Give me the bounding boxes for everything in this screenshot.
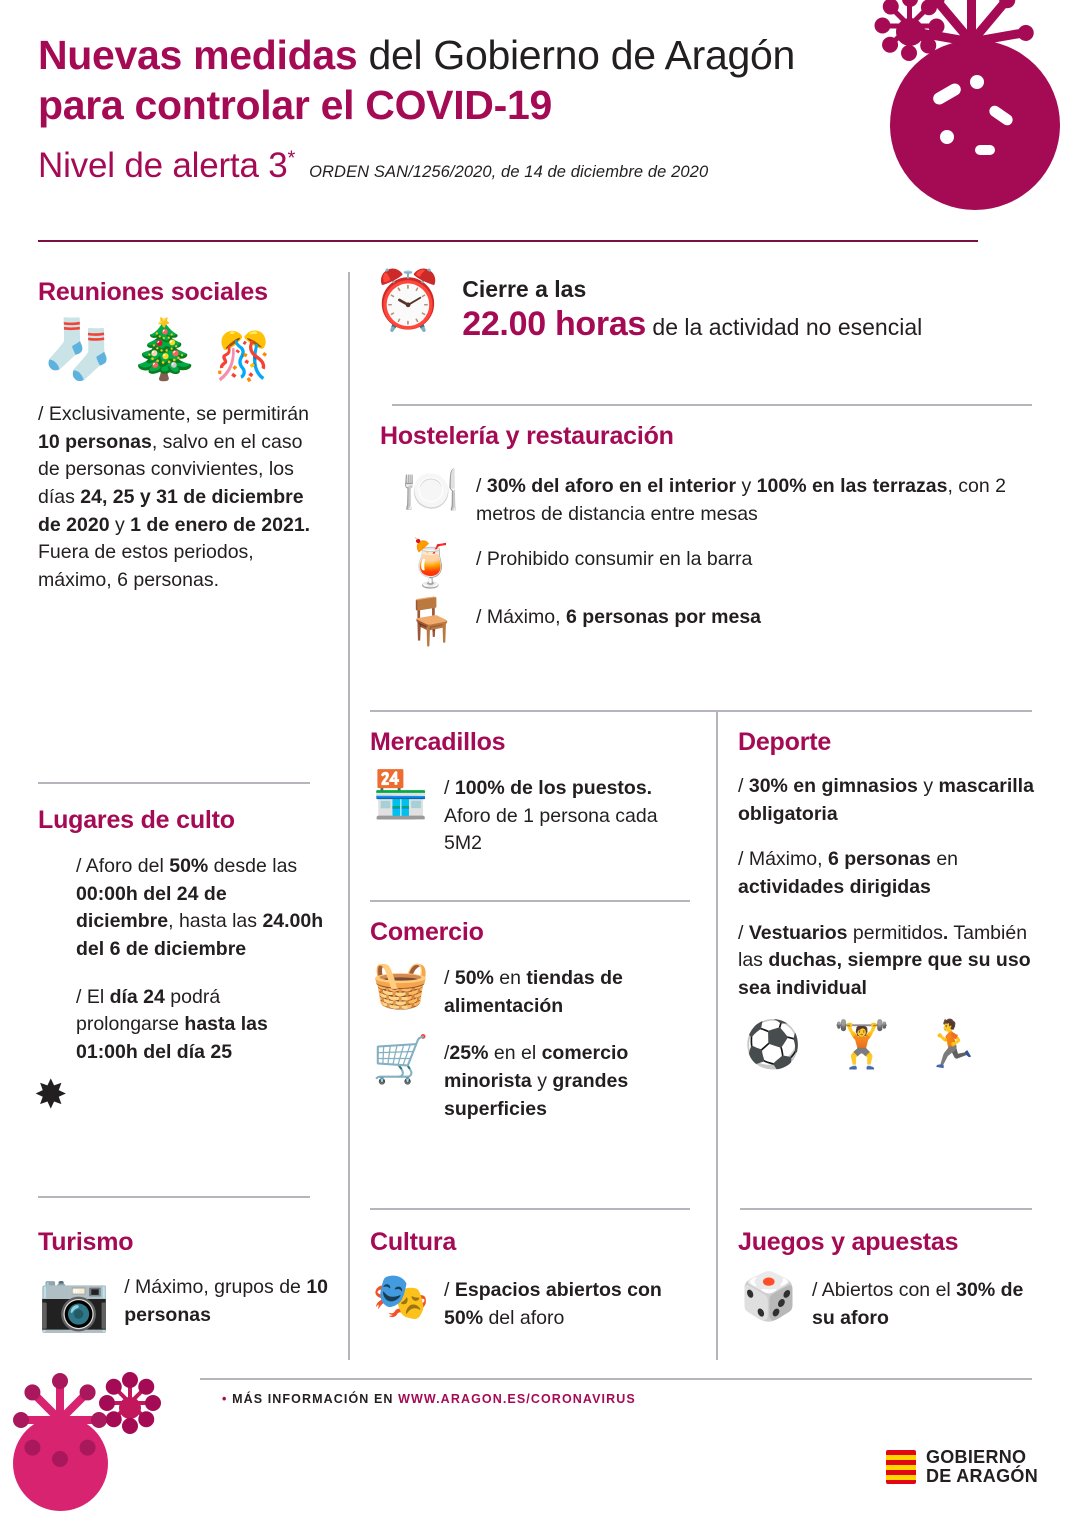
christmas-stocking-icon: 🧦: [42, 317, 115, 382]
cultura-title: Cultura: [370, 1228, 457, 1256]
hosteleria-row-1: [380, 464, 1040, 528]
market-stall-icon: 🏪: [372, 768, 430, 820]
divider-right-1: [740, 1208, 1032, 1210]
virus-illustration-bottom-left: [0, 1368, 155, 1528]
theater-masks-icon: 🎭: [372, 1270, 430, 1322]
divider-mid-2: [370, 710, 1032, 712]
page-title: [38, 30, 878, 130]
virus-illustration-small-bottom: [95, 1373, 165, 1443]
order-reference: ORDEN SAN/1256/2020, de 14 de diciembre de 2020: [309, 163, 709, 182]
mercadillos-text: / 100% de los puestos. Aforo de 1 persona cada 5M2: [444, 777, 658, 855]
turismo-text: / Máximo, grupos de 10 personas: [124, 1276, 329, 1326]
comercio-row-1: [370, 958, 700, 1020]
hosteleria-row-3: [380, 595, 1040, 648]
reuniones-icons: [42, 317, 320, 382]
juegos-text: / Abiertos con el 30% de su aforo: [812, 1279, 1024, 1329]
hosteleria-row-2: [380, 537, 1040, 590]
comercio-title: Comercio: [370, 918, 484, 946]
footer-label: MÁS INFORMACIÓN EN: [232, 1392, 399, 1406]
divider-left-1: [38, 782, 310, 784]
divider-mid-4: [370, 1208, 690, 1210]
section-cultura: [370, 1228, 700, 1348]
cierre-rest: de la actividad no esencial: [646, 314, 923, 340]
food-cover-icon: 🍽️: [402, 464, 460, 516]
cocktail-icon: 🍹: [402, 537, 460, 590]
mercadillos-title: Mercadillos: [370, 728, 506, 756]
header-divider: [38, 240, 978, 242]
alert-level-text: Nivel de alerta 3: [38, 146, 288, 186]
deporte-icons: [738, 1017, 1038, 1070]
column-divider-left: [348, 272, 350, 1360]
page-header: [38, 30, 878, 186]
food-basket-icon: 🧺: [372, 958, 430, 1010]
section-mercadillos: [370, 728, 700, 874]
hosteleria-text-2: / Prohibido consumir en la barra: [476, 548, 753, 571]
lugares-title: Lugares de culto: [38, 806, 235, 834]
comercio-text-2: /25% en el comercio minorista y grandes superficies: [444, 1042, 629, 1120]
deporte-title: Deporte: [738, 728, 832, 756]
footer-url[interactable]: WWW.ARAGON.ES/CORONAVIRUS: [398, 1392, 636, 1406]
column-divider-right: [716, 710, 718, 1360]
footer-divider: [200, 1378, 1032, 1380]
footer-bullet: •: [222, 1392, 228, 1406]
section-hosteleria: [380, 422, 1040, 656]
cierre-line-1: Cierre a las: [462, 276, 587, 302]
section-deporte: [738, 728, 1038, 1070]
deporte-item-1: / 30% en gimnasios y mascarilla obligatoria: [738, 775, 1034, 825]
christmas-bauble-icon: 🎊: [214, 330, 272, 382]
cultura-text: / Espacios abiertos con 50% del aforo: [444, 1279, 662, 1329]
cierre-line-2: [462, 305, 922, 344]
camera-icon: 📷: [38, 1269, 111, 1334]
hosteleria-text-3: / Máximo, 6 personas por mesa: [476, 606, 762, 629]
section-turismo: [38, 1228, 338, 1334]
gov-logo-line-2: DE ARAGÓN: [925, 1466, 1038, 1487]
section-juegos-apuestas: [738, 1228, 1048, 1348]
hosteleria-text-1: / 30% del aforo en el interior y 100% en las terrazas, con 2 metros de distancia entre mesas: [476, 475, 1007, 525]
alert-level: [38, 146, 295, 186]
gobierno-de-aragon-logo: [886, 1448, 1038, 1487]
soccer-ball-icon: ⚽: [744, 1017, 802, 1070]
christmas-tree-icon: 🎄: [128, 317, 201, 382]
turismo-title: Turismo: [38, 1228, 134, 1256]
cierre-hours: 22.00 horas: [462, 305, 647, 343]
title-part-2: del Gobierno de Aragón: [357, 32, 796, 78]
header-subline: [38, 146, 878, 186]
hosteleria-title: Hostelería y restauración: [380, 422, 674, 450]
aragon-flag-icon: [886, 1450, 916, 1484]
footer-more-info: [222, 1392, 636, 1406]
virus-illustration-small-top: [870, 0, 950, 72]
alert-level-asterisk: *: [287, 147, 296, 170]
comercio-row-2: [370, 1033, 700, 1123]
section-lugares-de-culto: [38, 806, 328, 1087]
dice-icon: 🎲: [740, 1270, 798, 1322]
title-part-1: Nuevas medidas: [38, 32, 358, 78]
section-reuniones-sociales: [38, 278, 320, 595]
reuniones-text: / Exclusivamente, se permitirán 10 personas, salvo en el caso de personas convivientes, los días 24, 25 y 31 de diciembre de 2020 y 1 de enero de 2021. Fuera de estos periodos, máximo, 6 personas.: [38, 403, 311, 592]
deporte-item-2: / Máximo, 6 personas en actividades dirigidas: [738, 848, 959, 899]
juegos-title: Juegos y apuestas: [738, 1228, 959, 1256]
section-comercio: [370, 918, 700, 1139]
deporte-item-3: / Vestuarios permitidos. También las duchas, siempre que su uso sea individual: [738, 921, 1031, 1000]
divider-left-2: [38, 1196, 310, 1198]
alarm-clock-icon: ⏰: [372, 268, 445, 333]
title-part-3: para controlar el COVID-19: [38, 82, 552, 129]
section-cierre: [372, 268, 1032, 344]
divider-mid-3: [370, 900, 690, 902]
shopping-cart-icon: 🛒: [372, 1033, 430, 1086]
lugares-item-2: / El día 24 podrá prolongarse hasta las 01:00h del día 25: [76, 985, 268, 1064]
gov-logo-line-1: GOBIERNO: [925, 1447, 1027, 1467]
divider-mid-1: [392, 404, 1032, 406]
table-chairs-icon: 🪑: [402, 595, 460, 648]
lugares-item-1: / Aforo del 50% desde las 00:00h del 24 de diciembre, hasta las 24.00h del 6 de diciembre: [76, 855, 324, 961]
runner-icon: 🏃: [922, 1017, 980, 1070]
gov-logo-text: [926, 1448, 1038, 1487]
comercio-text-1: / 50% en tiendas de alimentación: [444, 967, 623, 1017]
reuniones-title: Reuniones sociales: [38, 278, 268, 306]
sparkle-star-icon: ✸: [34, 1073, 68, 1117]
weightlifter-icon: 🏋️: [833, 1017, 891, 1070]
